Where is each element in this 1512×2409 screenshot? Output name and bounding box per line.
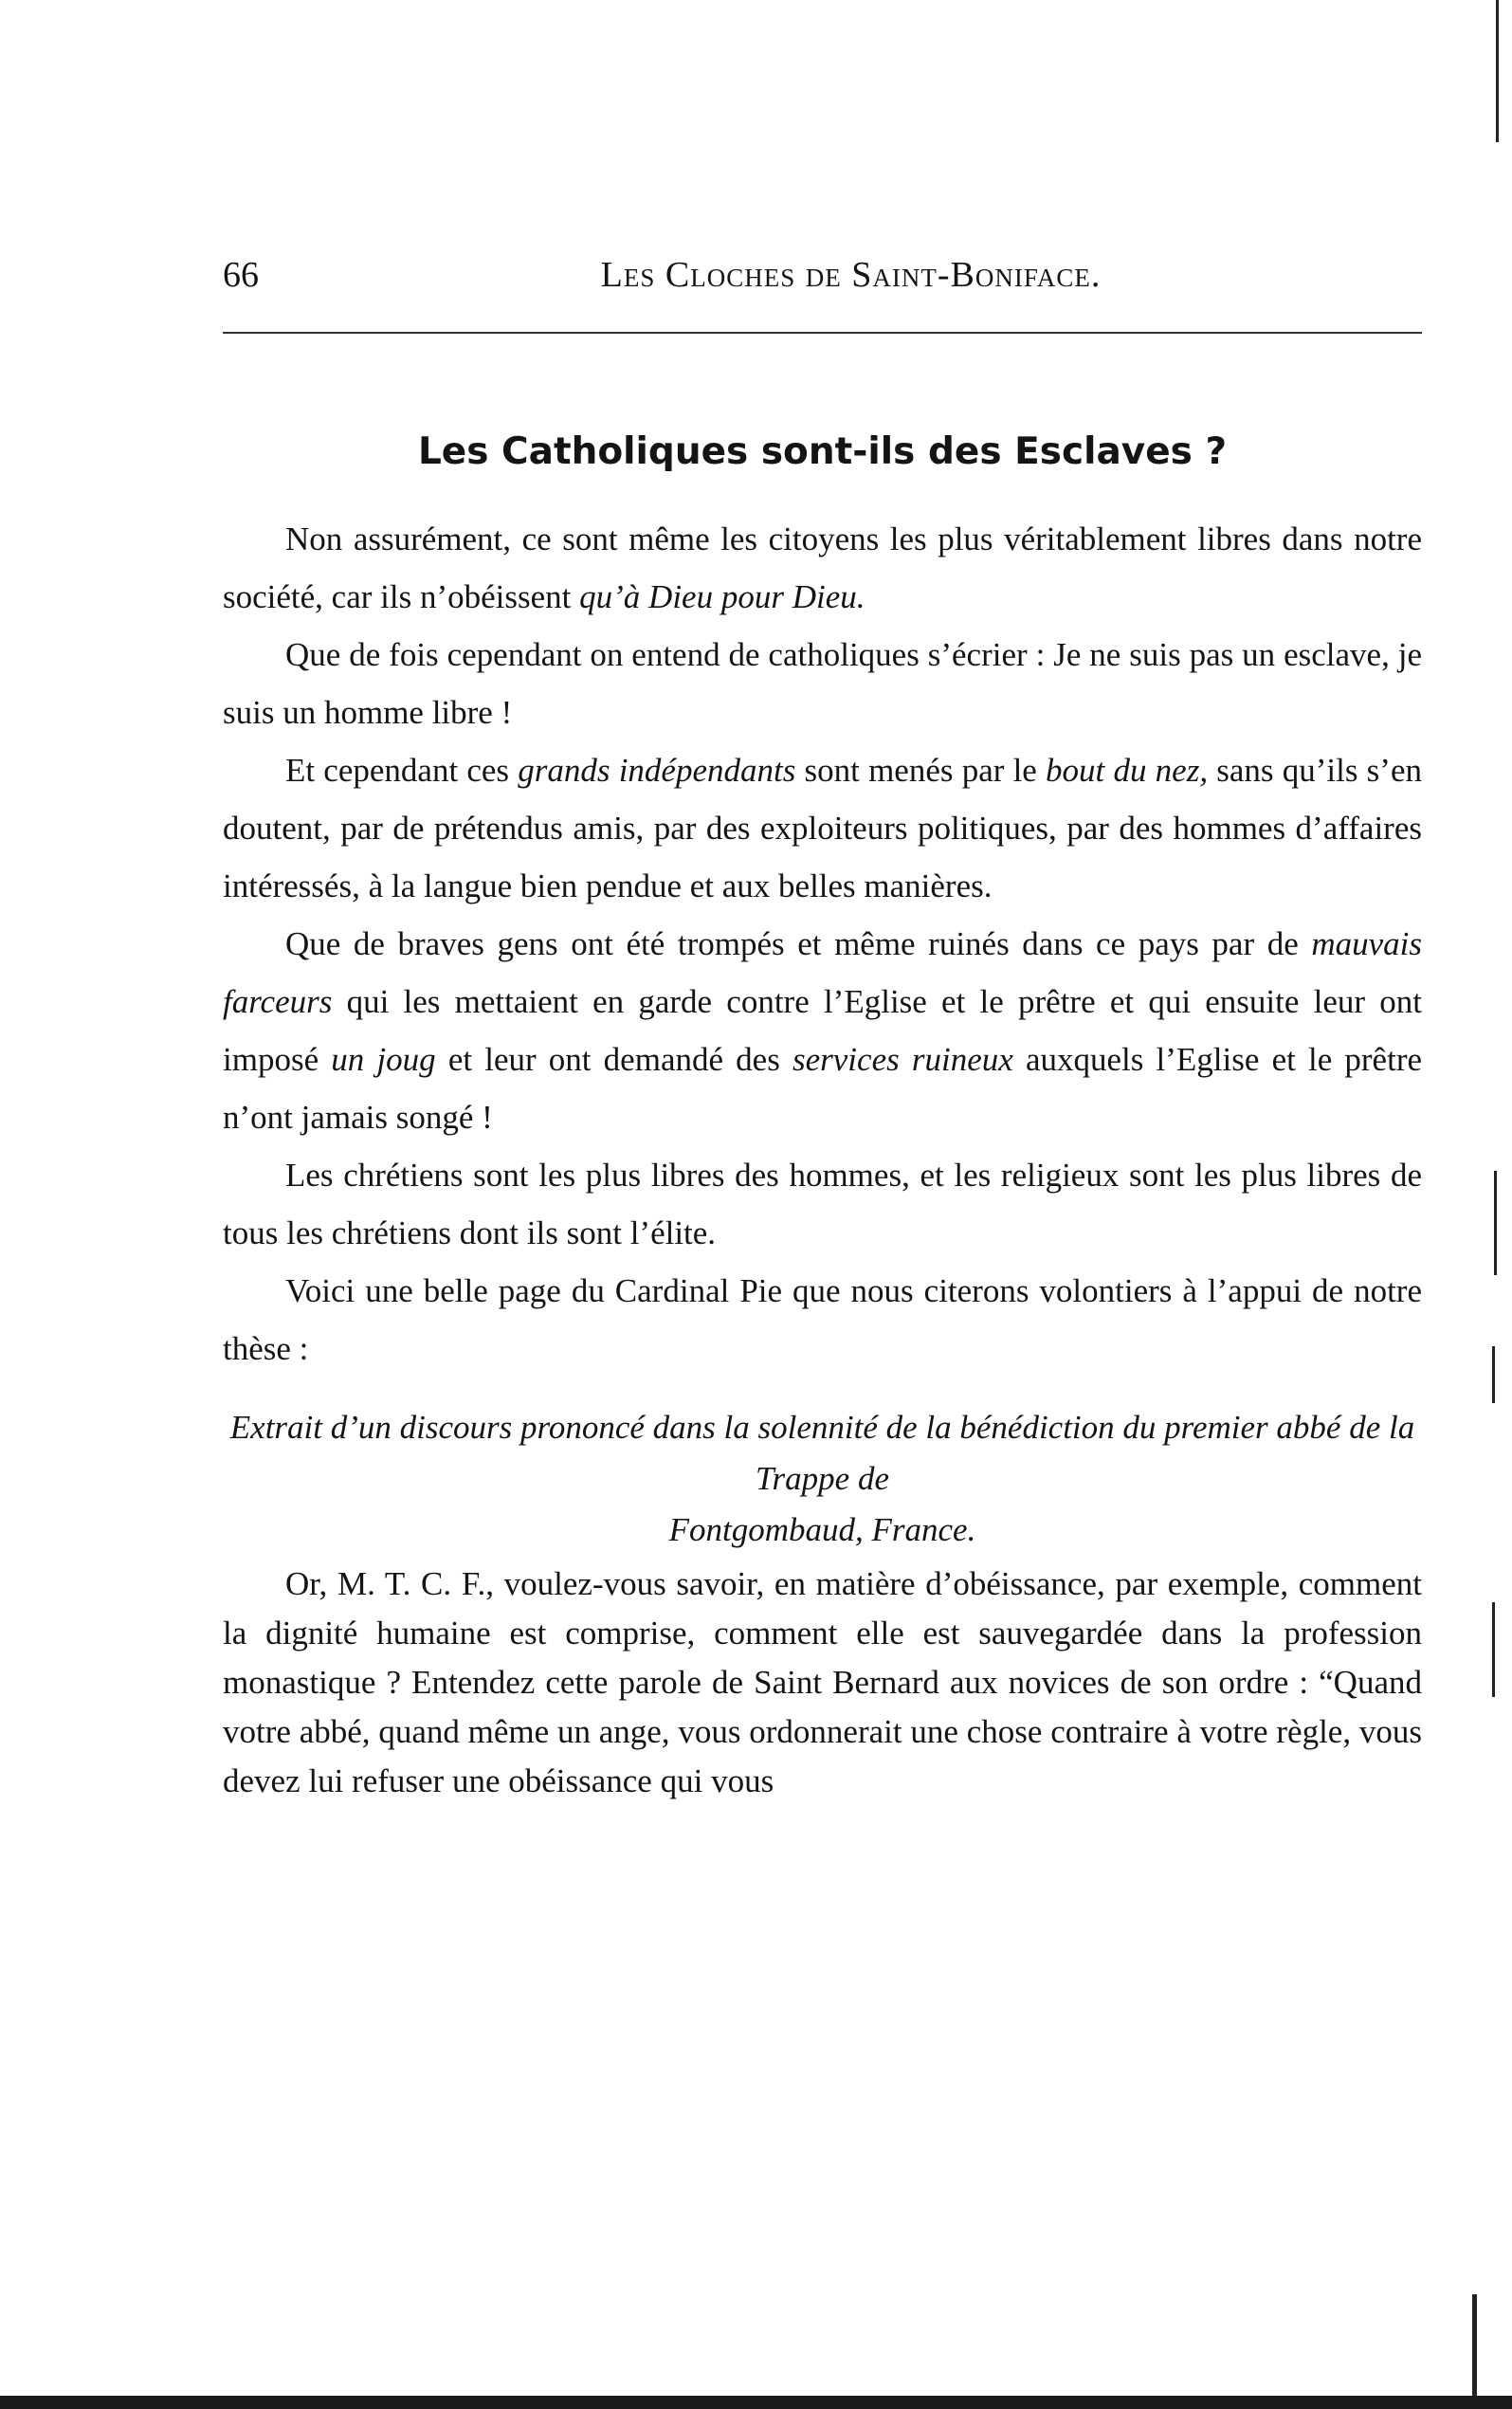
text-run: sont menés par le bbox=[795, 752, 1047, 789]
text-run: Les chrétiens sont les plus libres des hommes, et les religieux sont les plus libres de tous les chrétiens dont ils sont l’élite. bbox=[223, 1157, 1422, 1251]
text-run: et leur ont demandé des bbox=[435, 1041, 792, 1078]
article-title: Les Catholiques sont-ils des Esclaves ? bbox=[417, 430, 1228, 474]
paragraph-1 bbox=[223, 510, 1422, 626]
scan-edge-mark bbox=[1492, 1602, 1495, 1697]
header-rule bbox=[223, 332, 1422, 334]
page-header bbox=[223, 254, 1422, 301]
extract-heading-line-2: Fontgombaud, France. bbox=[668, 1511, 976, 1548]
text-run: qui les mettaient en garde contre l’Eglise et le prêtre et qui ensuite leur ont imposé bbox=[223, 983, 1422, 1078]
quote-block bbox=[223, 1560, 1422, 1806]
text-run: Et cependant ces bbox=[285, 752, 519, 789]
extract-heading bbox=[223, 1402, 1422, 1556]
text-run: Non assurément, ce sont même les citoyens les plus véritablement libres dans notre société, car ils n’obéissent bbox=[223, 520, 1422, 615]
scan-edge-mark bbox=[1492, 1346, 1495, 1403]
text-run: sans qu’ils s’en doutent, par de prétendus amis, par des exploiteurs politiques, par des hommes d’affaires intéressés, à la langue bien pendue et aux belles manières. bbox=[223, 752, 1422, 904]
text-run: Voici une belle page du Cardinal Pie que nous citerons volontiers à l’appui de notre thèse : bbox=[223, 1272, 1422, 1367]
scan-bottom-edge bbox=[0, 2396, 1512, 2409]
italic-run: qu’à Dieu pour Dieu. bbox=[579, 578, 865, 615]
italic-run: grands indépendants bbox=[518, 752, 796, 789]
article-body bbox=[223, 510, 1422, 1806]
scan-edge-mark bbox=[1472, 2294, 1477, 2399]
text-run: Que de fois cependant on entend de catholiques s’écrier : Je ne suis pas un esclave, je suis un homme libre ! bbox=[223, 636, 1422, 731]
italic-run: bout du nez, bbox=[1046, 752, 1209, 789]
paragraph-4 bbox=[223, 915, 1422, 1146]
page-number: 66 bbox=[223, 255, 259, 295]
paragraph-5 bbox=[223, 1146, 1422, 1262]
scan-edge-mark bbox=[1494, 1171, 1497, 1275]
running-title: Les Cloches de Saint-Boniface. bbox=[600, 255, 1102, 295]
italic-run: mauvais farceurs bbox=[223, 925, 1422, 1020]
extract-heading-line-1: Extrait d’un discours prononcé dans la solennité de la bénédiction du premier abbé de la Trappe de bbox=[229, 1409, 1415, 1497]
paragraph-2 bbox=[223, 626, 1422, 741]
scan-edge-mark bbox=[1496, 0, 1499, 142]
text-run: auxquels l’Eglise et le prêtre n’ont jamais songé ! bbox=[223, 1041, 1423, 1136]
italic-run: un joug bbox=[331, 1041, 436, 1078]
paragraph-3 bbox=[223, 741, 1422, 915]
paragraph-6 bbox=[223, 1262, 1422, 1378]
quote-paragraph: Or, M. T. C. F., voulez-vous savoir, en matière d’obéissance, par exemple, comment la dignité humaine est comprise, comment elle est sauvegardée dans la profession monastique ? Entendez cette parole de Saint Bernard aux novices de son ordre : “Quand votre abbé, quand même un ange, vous ordonnerait une chose contraire à votre règle, vous devez lui refuser une obéissance qui vous bbox=[223, 1565, 1422, 1799]
italic-run: services ruineux bbox=[792, 1041, 1013, 1078]
text-run: Que de braves gens ont été trompés et même ruinés dans ce pays par de bbox=[285, 925, 1312, 962]
